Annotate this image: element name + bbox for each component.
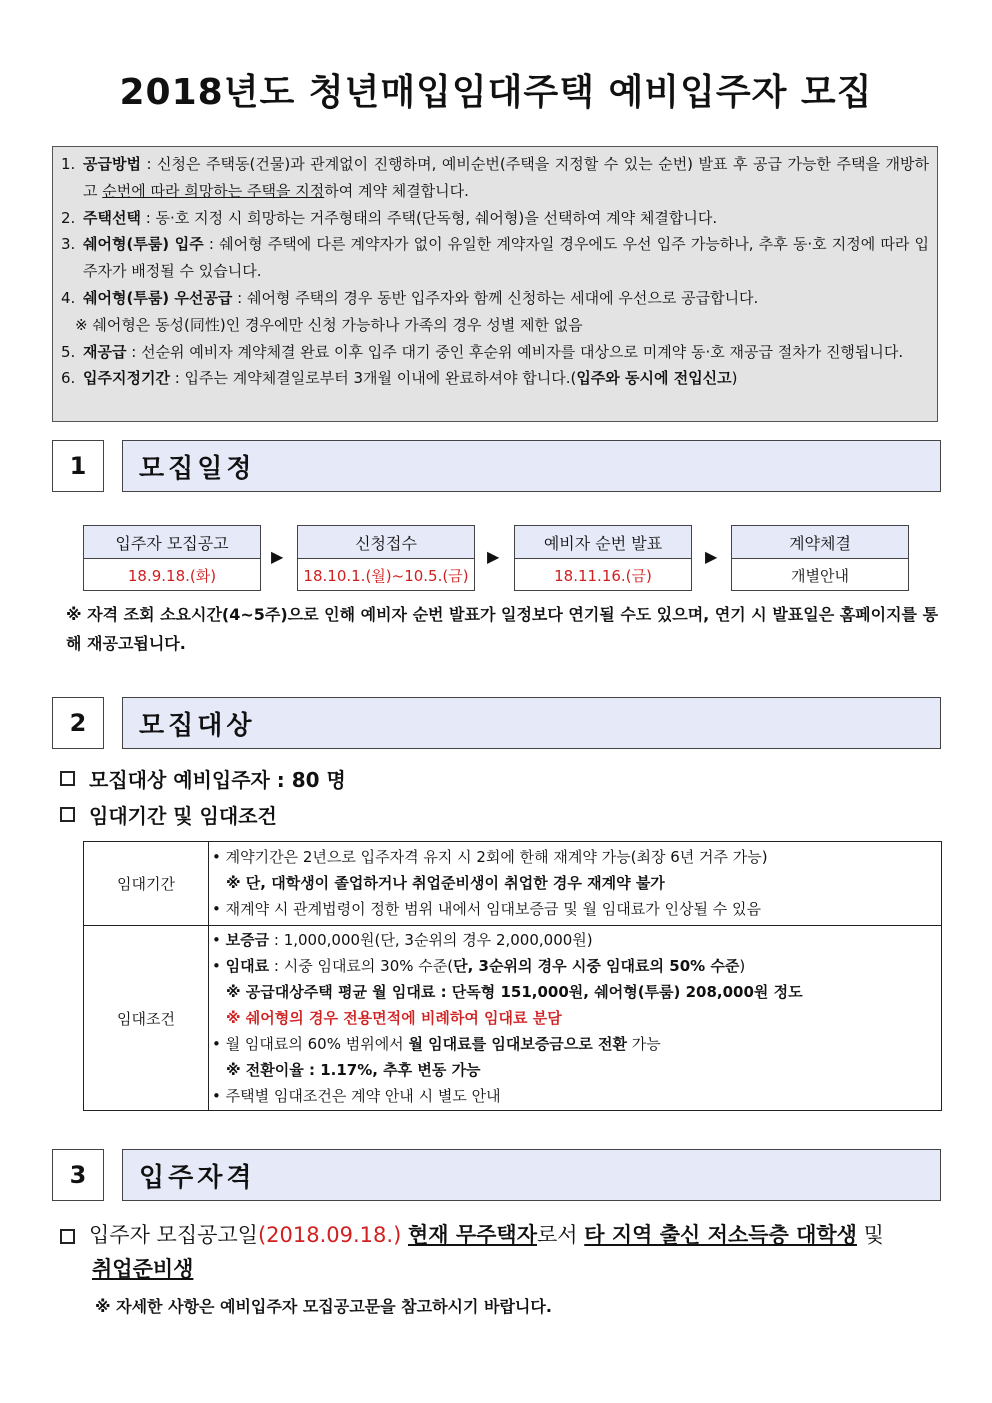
section-number: 3: [52, 1149, 104, 1201]
section-title: 입주자격: [122, 1149, 941, 1201]
page-title: 2018년도 청년매입임대주택 예비입주자 모집: [119, 72, 873, 113]
conditions-table: [83, 841, 942, 1111]
step-apply: 신청접수 18.10.1.(월)~10.5.(금): [297, 525, 475, 591]
section-title: 모집대상: [122, 697, 941, 749]
period-content: • 계약기간은 2년으로 입주자격 유지 시 2회에 한해 재계약 가능(최장 6년 거주 가능) ※ 단, 대학생이 졸업하거나 취업준비생이 취업한 경우 재계약 불가 • 재계약 시 관계법령이 정한 범위 내에서 임대보증금 및 월 임대료가 인상될 수 있음: [209, 842, 942, 926]
notice-item-6: 6. 입주지정기간 : 입주는 계약체결일로부터 3개월 이내에 완료하셔야 합니다.(입주와 동시에 전입신고): [61, 369, 738, 388]
period-label: 임대기간: [84, 842, 209, 926]
section-title: 모집일정: [122, 440, 941, 492]
section-3-header: [52, 1149, 941, 1201]
notice-item-5: 5. 재공급 : 선순위 예비자 계약체결 완료 이후 입주 대기 중인 후순위 예비자를 대상으로 미계약 동·호 재공급 절차가 진행됩니다.: [61, 342, 904, 361]
notice-item-4: 4. 쉐어형(투룸) 우선공급 : 쉐어형 주택의 경우 동반 입주자와 함께 신청하는 세대에 우선으로 공급합니다.: [61, 288, 759, 307]
section-number: 2: [52, 697, 104, 749]
checkbox-icon: [60, 771, 75, 786]
section-2-header: [52, 697, 941, 749]
arrow-right-icon: ▶: [705, 547, 718, 566]
notice-item-2: 2. 주택선택 : 동·호 지정 시 희망하는 거주형태의 주택(단독형, 쉐어형)을 선택하여 계약 체결합니다.: [61, 208, 718, 227]
notice-item-1: 1. 공급방법 : 신청은 주택동(건물)과 관계없이 진행하며, 예비순번(주택을 지정할 수 있는 순번) 발표 후 공급 가능한 주택을 개방하고 순번에 따라 희망하는 주택을 지정하여 계약 체결합니다.: [61, 155, 929, 200]
section-1-header: [52, 440, 941, 492]
checkbox-icon: [60, 807, 75, 822]
schedule-note: ※ 자격 조회 소요시간(4~5주)으로 인해 예비자 순번 발표가 일정보다 연기될 수도 있으며, 연기 시 발표일은 홈페이지를 통해 재공고됩니다.: [66, 605, 939, 653]
qualification-text: 입주자 모집공고일(2018.09.18.) 현재 무주택자로서 타 지역 출신 저소득층 대학생 및 취업준비생: [60, 1218, 950, 1286]
target-count: 모집대상 예비입주자 : 80 명: [60, 764, 346, 793]
notice-share-note: ※ 쉐어형은 동성(同性)인 경우에만 신청 가능하나 가족의 경우 성별 제한 없음: [75, 315, 583, 334]
period-title: 임대기간 및 임대조건: [60, 800, 277, 829]
cond-label: 임대조건: [84, 926, 209, 1111]
step-announce: 예비자 순번 발표 18.11.16.(금): [514, 525, 692, 591]
cond-content: • 보증금 : 1,000,000원(단, 3순위의 경우 2,000,000원) • 임대료 : 시중 임대료의 30% 수준(단, 3순위의 경우 시중 임대료의 50% 수준) ※ 공급대상주택 평균 월 임대료 : 단독형 151,000원, 쉐어형(투룸) 208,000원 정도 ※ 쉐어형의 경우 전용면적에 비례하여 임대료 분담 • 월 임대료의 60% 범위에서 월 임대료를 임대보증금으로 전환 가능 ※ 전환이율 : 1.17%, 추후 변동 가능 • 주택별 임대조건은 계약 안내 시 별도 안내: [209, 926, 942, 1111]
step-contract: 계약체결 개별안내: [731, 525, 909, 591]
schedule-flow: [83, 525, 909, 591]
arrow-right-icon: ▶: [271, 547, 284, 566]
notice-item-3: 3. 쉐어형(투룸) 입주 : 쉐어형 주택에 다른 계약자가 없이 유일한 계약자일 경우에도 우선 입주 가능하나, 추후 동·호 지정에 따라 입주자가 배정될 수 있습니다.: [61, 235, 929, 281]
notice-box: [52, 146, 938, 422]
arrow-right-icon: ▶: [487, 547, 500, 566]
checkbox-icon: [60, 1229, 75, 1244]
qualification-note: ※ 자세한 사항은 예비입주자 모집공고문을 참고하시기 바랍니다.: [95, 1297, 552, 1316]
step-notice: 입주자 모집공고 18.9.18.(화): [83, 525, 261, 591]
section-number: 1: [52, 440, 104, 492]
